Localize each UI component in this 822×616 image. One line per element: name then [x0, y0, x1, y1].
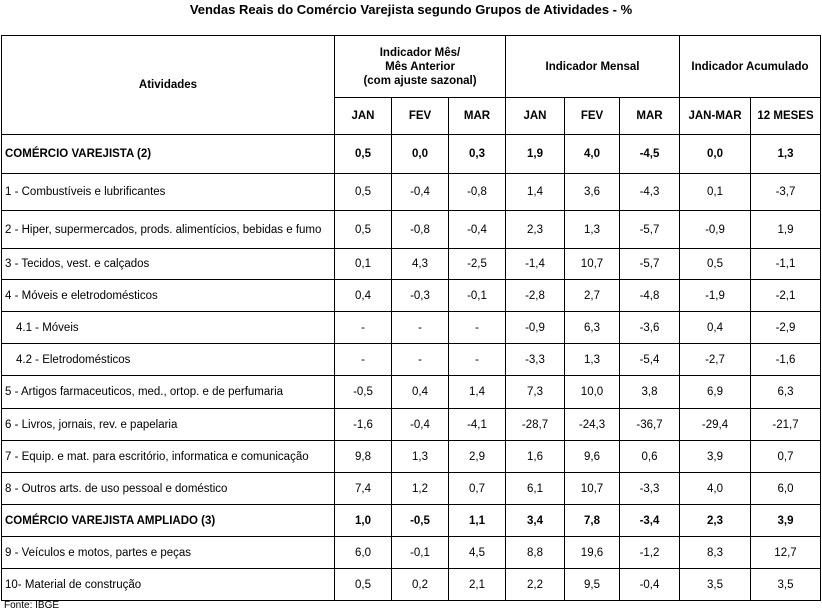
cell-value: -0,5: [335, 376, 392, 409]
header-group-mes-mes: Indicador Mês/ Mês Anterior (com ajuste sazonal): [335, 36, 506, 98]
cell-value: 0,5: [335, 135, 392, 174]
cell-value: 0,7: [449, 473, 506, 505]
cell-value: 1,3: [751, 135, 821, 174]
cell-value: -1,2: [620, 537, 680, 569]
table-row: [2, 249, 821, 280]
cell-value: -36,7: [620, 409, 680, 441]
cell-value: 7,3: [506, 376, 565, 409]
cell-value: 6,0: [751, 473, 821, 505]
cell-value: -: [335, 344, 392, 376]
cell-value: 1,9: [506, 135, 565, 174]
cell-value: 9,6: [565, 441, 620, 473]
cell-value: 0,5: [335, 211, 392, 249]
cell-value: 0,4: [392, 376, 449, 409]
cell-value: 3,8: [620, 376, 680, 409]
cell-value: 6,1: [506, 473, 565, 505]
cell-value: 0,6: [620, 441, 680, 473]
cell-value: -21,7: [751, 409, 821, 441]
cell-value: -0,4: [392, 409, 449, 441]
cell-value: 10,0: [565, 376, 620, 409]
row-label: 6 - Livros, jornais, rev. e papelaria: [2, 409, 335, 441]
table-row: [2, 312, 821, 344]
cell-value: 4,3: [392, 249, 449, 280]
table-row: [2, 505, 821, 537]
table-body: [2, 135, 821, 601]
cell-value: 7,8: [565, 505, 620, 537]
cell-value: -1,6: [751, 344, 821, 376]
cell-value: -3,3: [620, 473, 680, 505]
header-group-mensal: Indicador Mensal: [506, 36, 680, 98]
cell-value: 1,9: [751, 211, 821, 249]
cell-value: -2,1: [751, 280, 821, 312]
cell-value: -: [449, 344, 506, 376]
cell-value: -4,3: [620, 174, 680, 211]
cell-value: 0,5: [335, 569, 392, 601]
cell-value: 2,2: [506, 569, 565, 601]
table-row: [2, 441, 821, 473]
source-note: Fonte: IBGE: [4, 600, 60, 611]
cell-value: 1,1: [449, 505, 506, 537]
row-label: 9 - Veículos e motos, partes e peças: [2, 537, 335, 569]
cell-value: -: [392, 312, 449, 344]
cell-value: 0,1: [680, 174, 751, 211]
cell-value: 2,3: [506, 211, 565, 249]
cell-value: 2,3: [680, 505, 751, 537]
row-label: 10- Material de construção: [2, 569, 335, 601]
row-label: 2 - Hiper, supermercados, prods. alimentícios, bebidas e fumo: [2, 211, 335, 249]
cell-value: -5,7: [620, 249, 680, 280]
table-row: [2, 409, 821, 441]
col-header: MAR: [620, 98, 680, 135]
cell-value: -3,4: [620, 505, 680, 537]
cell-value: -1,4: [506, 249, 565, 280]
cell-value: 0,0: [392, 135, 449, 174]
cell-value: -1,6: [335, 409, 392, 441]
cell-value: 3,5: [751, 569, 821, 601]
row-label: COMÉRCIO VAREJISTA AMPLIADO (3): [2, 505, 335, 537]
cell-value: 9,8: [335, 441, 392, 473]
row-label: 5 - Artigos farmaceuticos, med., ortop. e de perfumaria: [2, 376, 335, 409]
cell-value: 4,0: [680, 473, 751, 505]
cell-value: 6,3: [751, 376, 821, 409]
cell-value: 6,3: [565, 312, 620, 344]
table-row: [2, 537, 821, 569]
cell-value: 0,7: [751, 441, 821, 473]
cell-value: -3,7: [751, 174, 821, 211]
cell-value: 0,1: [335, 249, 392, 280]
header-atividades: Atividades: [2, 36, 335, 135]
cell-value: -3,3: [506, 344, 565, 376]
row-label: 1 - Combustíveis e lubrificantes: [2, 174, 335, 211]
cell-value: 8,3: [680, 537, 751, 569]
table-row: [2, 569, 821, 601]
cell-value: 1,4: [449, 376, 506, 409]
cell-value: 1,3: [392, 441, 449, 473]
cell-value: 0,0: [680, 135, 751, 174]
cell-value: 1,6: [506, 441, 565, 473]
cell-value: -0,5: [392, 505, 449, 537]
cell-value: 12,7: [751, 537, 821, 569]
table-title: Vendas Reais do Comércio Varejista segundo Grupos de Atividades - %: [189, 2, 633, 17]
cell-value: -24,3: [565, 409, 620, 441]
cell-value: 4,5: [449, 537, 506, 569]
row-label: COMÉRCIO VAREJISTA (2): [2, 135, 335, 174]
cell-value: -4,8: [620, 280, 680, 312]
row-label: 4.2 - Eletrodomésticos: [2, 344, 335, 376]
cell-value: -0,9: [506, 312, 565, 344]
cell-value: -3,6: [620, 312, 680, 344]
cell-value: -0,4: [392, 174, 449, 211]
cell-value: 6,0: [335, 537, 392, 569]
row-label: 3 - Tecidos, vest. e calçados: [2, 249, 335, 280]
cell-value: -0,9: [680, 211, 751, 249]
cell-value: -2,5: [449, 249, 506, 280]
col-header: FEV: [392, 98, 449, 135]
row-label: 7 - Equip. e mat. para escritório, informatica e comunicação: [2, 441, 335, 473]
table-row: [2, 280, 821, 312]
cell-value: 1,2: [392, 473, 449, 505]
cell-value: -: [335, 312, 392, 344]
cell-value: -5,7: [620, 211, 680, 249]
cell-value: -0,8: [392, 211, 449, 249]
cell-value: -0,4: [620, 569, 680, 601]
row-label: 8 - Outros arts. de uso pessoal e doméstico: [2, 473, 335, 505]
col-header: JAN: [506, 98, 565, 135]
cell-value: 0,3: [449, 135, 506, 174]
table-row: [2, 473, 821, 505]
cell-value: 2,1: [449, 569, 506, 601]
cell-value: -1,1: [751, 249, 821, 280]
cell-value: 0,4: [335, 280, 392, 312]
cell-value: -0,8: [449, 174, 506, 211]
row-label: 4 - Móveis e eletrodomésticos: [2, 280, 335, 312]
cell-value: -2,7: [680, 344, 751, 376]
cell-value: 0,4: [680, 312, 751, 344]
table-row: [2, 344, 821, 376]
cell-value: 4,0: [565, 135, 620, 174]
cell-value: 10,7: [565, 249, 620, 280]
col-header: FEV: [565, 98, 620, 135]
cell-value: 2,9: [449, 441, 506, 473]
cell-value: -2,9: [751, 312, 821, 344]
cell-value: 2,7: [565, 280, 620, 312]
cell-value: 3,9: [751, 505, 821, 537]
cell-value: 9,5: [565, 569, 620, 601]
row-label: 4.1 - Móveis: [2, 312, 335, 344]
cell-value: -28,7: [506, 409, 565, 441]
cell-value: -1,9: [680, 280, 751, 312]
cell-value: 19,6: [565, 537, 620, 569]
cell-value: -: [449, 312, 506, 344]
col-header: JAN: [335, 98, 392, 135]
header-group-acumulado: Indicador Acumulado: [680, 36, 821, 98]
cell-value: 0,5: [680, 249, 751, 280]
cell-value: 1,4: [506, 174, 565, 211]
cell-value: -4,1: [449, 409, 506, 441]
cell-value: 10,7: [565, 473, 620, 505]
table-row: [2, 376, 821, 409]
table-row: [2, 211, 821, 249]
cell-value: -0,1: [392, 537, 449, 569]
cell-value: 0,2: [392, 569, 449, 601]
cell-value: -5,4: [620, 344, 680, 376]
cell-value: -0,4: [449, 211, 506, 249]
cell-value: -0,3: [392, 280, 449, 312]
sales-table: [1, 35, 821, 601]
table-row: [2, 135, 821, 174]
col-header: 12 MESES: [751, 98, 821, 135]
table-row: [2, 174, 821, 211]
cell-value: 7,4: [335, 473, 392, 505]
cell-value: 3,5: [680, 569, 751, 601]
cell-value: -2,8: [506, 280, 565, 312]
col-header: MAR: [449, 98, 506, 135]
cell-value: 6,9: [680, 376, 751, 409]
cell-value: 1,0: [335, 505, 392, 537]
col-header: JAN-MAR: [680, 98, 751, 135]
cell-value: 1,3: [565, 344, 620, 376]
cell-value: 3,9: [680, 441, 751, 473]
cell-value: 8,8: [506, 537, 565, 569]
cell-value: 1,3: [565, 211, 620, 249]
cell-value: 3,4: [506, 505, 565, 537]
cell-value: 3,6: [565, 174, 620, 211]
cell-value: -4,5: [620, 135, 680, 174]
cell-value: -: [392, 344, 449, 376]
cell-value: -0,1: [449, 280, 506, 312]
cell-value: 0,5: [335, 174, 392, 211]
cell-value: -29,4: [680, 409, 751, 441]
